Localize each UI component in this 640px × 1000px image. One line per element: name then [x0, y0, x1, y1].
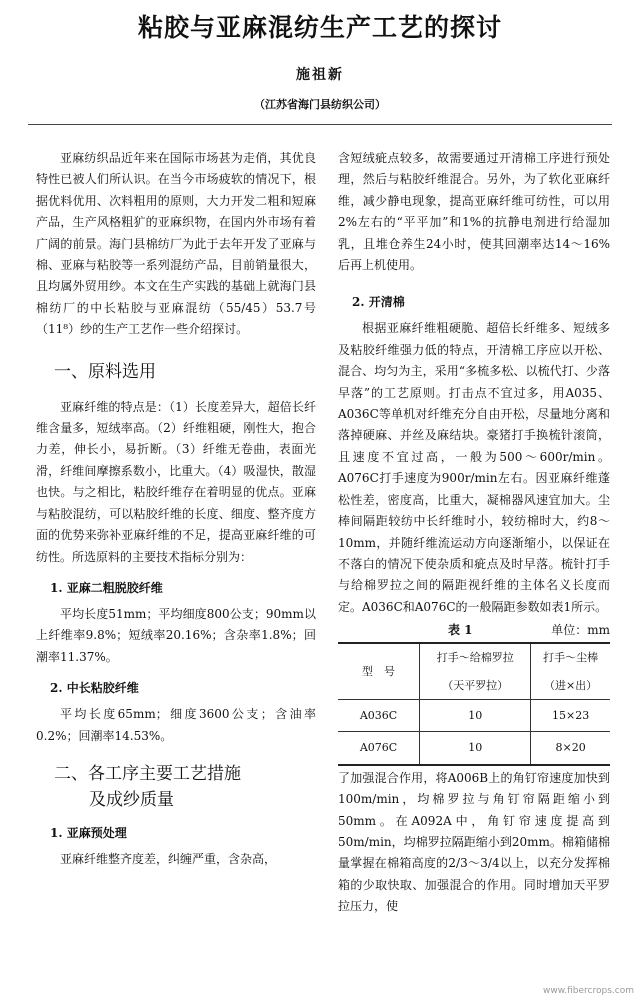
table-caption-row: [338, 620, 610, 640]
section-1-paragraph: 亚麻纤维的特点是：（1）长度差异大，超倍长纤维含量多，短绒率高。（2）纤维粗硬，刚性大，抱合力差，伸长小，易折断。（3）纤维无卷曲，表面光滑，纤维间摩擦系数小，比重大。（4）吸湿快，散湿也快。与之相比，粘胶纤维存在着明显的优点。亚麻与粘胶混纺，可以粘胶纤维的长度、细度、整齐度方面的优势来弥补亚麻纤维的不足，提高亚麻纤维的可纺性。所选原料的主要技术指标分别为：: [36, 399, 316, 564]
subsection-flax-heading: 1. 亚麻二粗脱胶纤维: [50, 580, 163, 595]
table-row: [338, 699, 610, 731]
section-2-heading-line1: 二、各工序主要工艺措施: [54, 763, 241, 784]
table-caption: 表 1: [448, 623, 473, 638]
section-2-heading-line2: 及成纱质量: [89, 789, 174, 810]
table-header-col1-line2: （天平罗拉）: [420, 672, 531, 700]
table-cell-model: A036C: [359, 708, 398, 722]
subsection-viscose-text: 平均长度65mm；细度3600公支；含油率0.2%；回潮率14.53%。: [36, 707, 316, 743]
table-cell-value: 15×23: [552, 708, 590, 722]
table-header-col2-line2: （进×出）: [544, 678, 598, 692]
subsection-pretreat-text: 亚麻纤维整齐度差，纠缠严重，含杂高，: [60, 851, 277, 866]
table-cell-value: 8×20: [555, 741, 586, 755]
site-watermark: www.fibercrops.com: [543, 986, 634, 996]
subsection-viscose-heading: 2. 中长粘胶纤维: [50, 681, 139, 696]
right-column: [338, 148, 610, 918]
header-divider: [28, 124, 612, 125]
mixing-paragraph: 了加强混合作用，将A006B上的角钉帘速度加快到100m/min，均棉罗拉与角钉帘隔距缩小到50mm。在A092A中，角钉帘速度提高到50m/min，均棉罗拉隔距缩小到20mm。棉箱储棉量掌握在棉箱高度的2/3～3/4以上，以充分发挥棉箱的少取快取、加强混合的作用。同时增加天平罗拉压力，使: [338, 770, 610, 914]
subsection-pretreat-heading: 1. 亚麻预处理: [50, 825, 127, 840]
author-affiliation: （江苏省海门县纺织公司）: [254, 98, 386, 111]
table-cell-value: 10: [420, 732, 531, 765]
table-header-col1-line1: 打手～给棉罗拉: [420, 643, 531, 671]
subsection-flax-text: 平均长度51mm；平均细度800公支；90mm以上纤维率9.8%；短绒率20.16%；含杂率1.8%；回潮率11.37%。: [36, 606, 316, 664]
gauge-table: [338, 642, 610, 766]
table-cell-model: A076C: [359, 741, 398, 755]
section-2-heading: [36, 761, 316, 813]
section-1-heading: 一、原料选用: [54, 361, 156, 382]
opening-paragraph: 根据亚麻纤维粗硬脆、超倍长纤维多、短绒多及粘胶纤维强力低的特点，开清棉工序应以开松、混合、均匀为主，采用“多梳多松、以梳代打、少落早落”的工艺原则。打击点不宜过多，用A035、A036C等单机对纤维充分自由开松，尽量地分离和落掉硬麻、并丝及麻结块。豪猪打手换梳针滚筒，且速度不宜过高，一般为500～600r/min。A076C打手速度为900r/min左右。因亚麻纤维蓬松性差，密度高，比重大，凝棉器风速宜加大。尘棒间隔距较纺中长纤维时小，较纺棉时大，约8～10mm，并随纤维流运动方向逐渐缩小，以保证在不落白的情况下使杂质和疵点及时早落。梳针打手与给棉罗拉之间的隔距视纤维的主体名义长度而定。A036C和A076C的一般隔距参数如表1所示。: [338, 321, 610, 614]
intro-paragraph: 亚麻纺织品近年来在国际市场甚为走俏，其优良特性已被人们所认识。在当今市场疲软的情况下，根据优料优用、次料粗用的原则，大力开发二粗和短麻产品，生产风格粗犷的亚麻织物，在国内外市场有着广阔的前景。海门县棉纺厂为此于去年开发了亚麻与棉、亚麻与粘胶等一系列混纺产品，目前销量很大，且均属外贸用纱。本文在生产实践的基础上就海门县棉纺厂的中长粘胶与亚麻混纺（55/45）53.7号（11⁸）纱的生产工艺作一些介绍探讨。: [36, 151, 316, 337]
table-unit: 单位：mm: [551, 623, 610, 638]
table-row: [338, 732, 610, 765]
table-header-col2-line1: 打手～尘棒: [543, 651, 599, 665]
left-column: [36, 148, 316, 870]
table-header-model: 型 号: [362, 664, 396, 678]
table-cell-value: 10: [420, 699, 531, 731]
continued-paragraph: 含短绒疵点较多，故需要通过开清棉工序进行预处理，然后与粘胶纤维混合。另外，为了软化亚麻纤维，减少静电现象，提高亚麻纤维可纺性，可以用2%左右的“平平加”和1%的抗静电剂进行给湿加乳，且堆仓养生24小时，使其回潮率达14～16%后再上机使用。: [338, 151, 610, 273]
subsection-opening-heading: 2. 开清棉: [352, 295, 405, 310]
paper-title: 粘胶与亚麻混纺生产工艺的探讨: [137, 13, 502, 42]
author-name: 施祖新: [296, 67, 344, 83]
